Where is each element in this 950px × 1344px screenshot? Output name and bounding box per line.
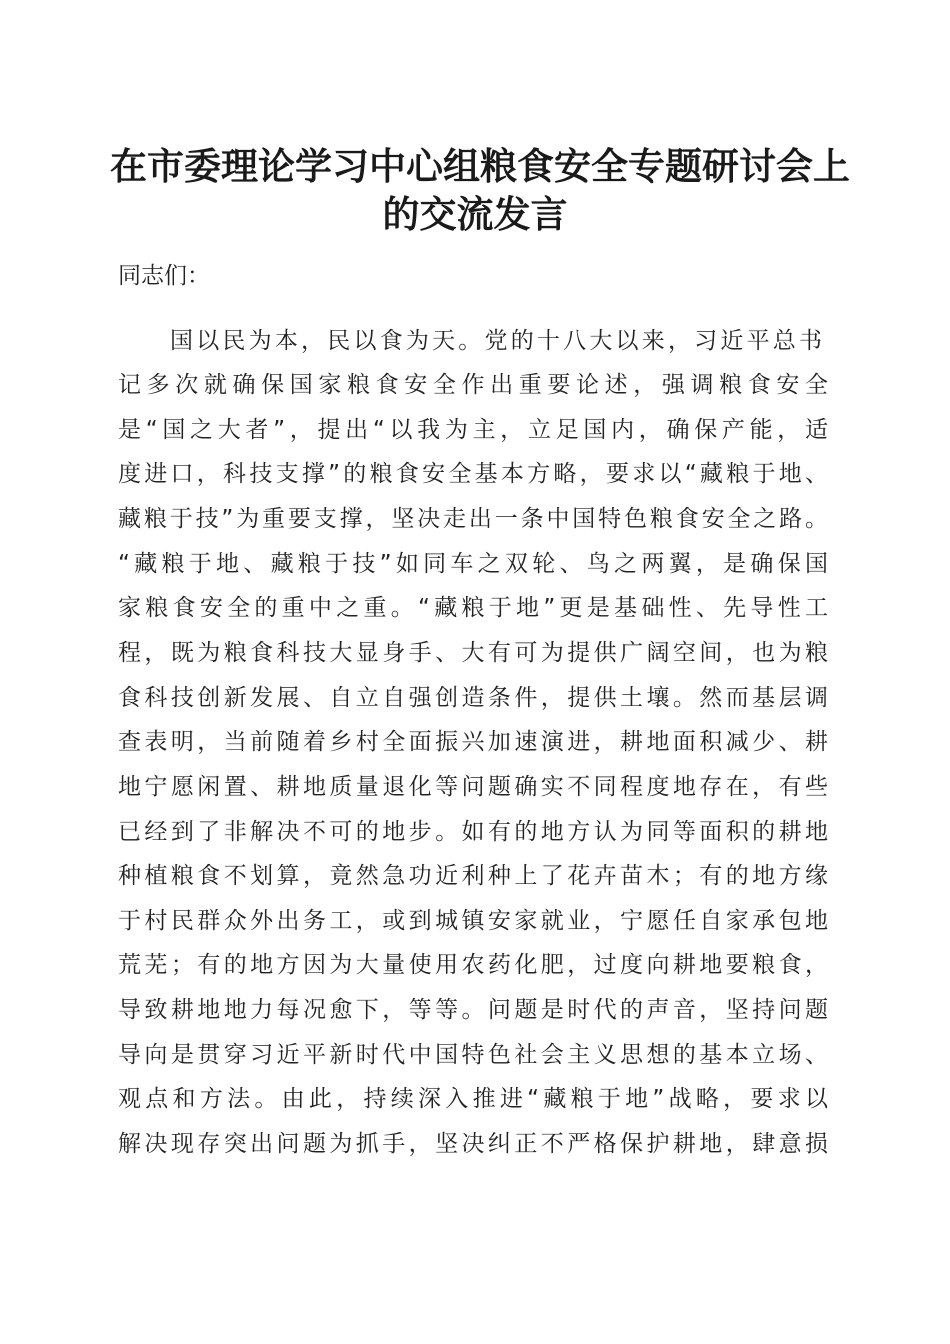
body-line: 于村民群众外出务工，或到城镇安家就业，宁愿任自家承包地 <box>118 908 828 934</box>
document-title-line-1: 在市委理论学习中心组粮食安全专题研讨会上 <box>110 144 850 188</box>
body-line: 种植粮食不划算，竟然急功近利种上了花卉苗木；有的地方缘 <box>118 863 828 889</box>
body-line: 是“国之大者”，提出“以我为主，立足国内，确保产能，适 <box>118 417 828 443</box>
body-line: 家粮食安全的重中之重。“藏粮于地”更是基础性、先导性工 <box>118 595 828 621</box>
body-line: 导向是贯穿习近平新时代中国特色社会主义思想的基本立场、 <box>118 1042 828 1068</box>
body-line: 记多次就确保国家粮食安全作出重要论述，强调粮食安全 <box>118 372 828 398</box>
salutation: 同志们： <box>118 263 210 289</box>
body-line: 国以民为本，民以食为天。党的十八大以来，习近平总书 <box>170 328 822 354</box>
body-line: “藏粮于地、藏粮于技”如同车之双轮、鸟之两翼，是确保国 <box>118 551 828 577</box>
body-line: 食科技创新发展、自立自强创造条件，提供土壤。然而基层调 <box>118 685 828 711</box>
body-line: 查表明，当前随着乡村全面振兴加速演进，耕地面积减少、耕 <box>118 729 828 755</box>
body-line: 解决现存突出问题为抓手，坚决纠正不严格保护耕地，肆意损 <box>118 1131 828 1157</box>
body-line: 荒芜；有的地方因为大量使用农药化肥，过度向耕地要粮食， <box>118 952 828 978</box>
body-line: 程，既为粮食科技大显身手、大有可为提供广阔空间，也为粮 <box>118 640 828 666</box>
body-line: 藏粮于技”为重要支撑，坚决走出一条中国特色粮食安全之路。 <box>118 506 828 532</box>
body-line: 观点和方法。由此，持续深入推进“藏粮于地”战略，要求以 <box>118 1086 828 1112</box>
body-line: 导致耕地地力每况愈下，等等。问题是时代的声音，坚持问题 <box>118 997 828 1023</box>
body-line: 地宁愿闲置、耕地质量退化等问题确实不同程度地存在，有些 <box>118 774 828 800</box>
document-title-line-2: 的交流发言 <box>382 192 568 236</box>
body-line: 度进口，科技支撑”的粮食安全基本方略，要求以“藏粮于地、 <box>118 461 828 487</box>
body-line: 已经到了非解决不可的地步。如有的地方认为同等面积的耕地 <box>118 819 828 845</box>
